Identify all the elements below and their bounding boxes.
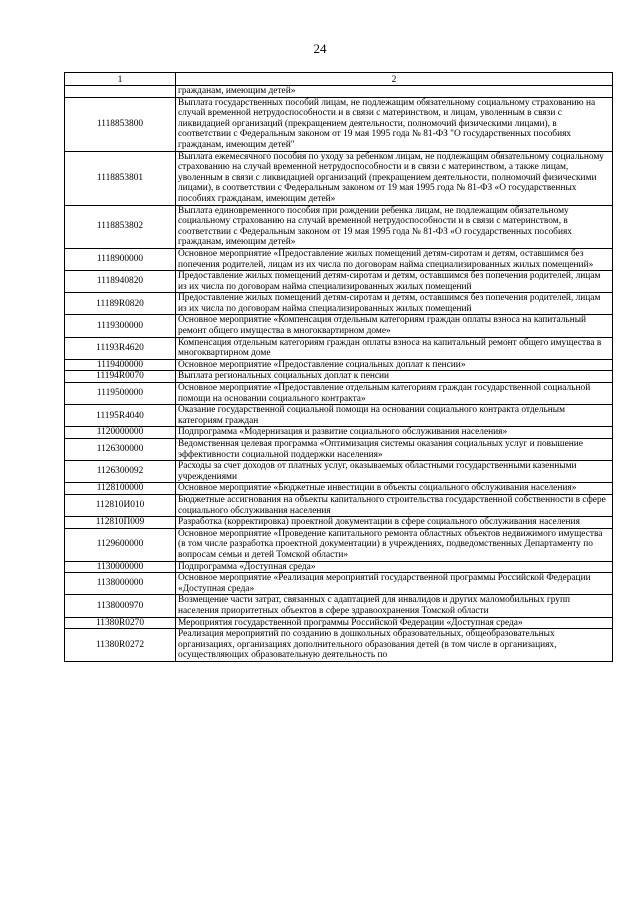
table-row [65,383,613,405]
row-code-cell: 1119400000 [65,359,176,371]
row-name-cell: Выплата единовременного пособия при рождении ребенка лицам, не подлежащим обязательному социальному страхованию на случай временной нетрудоспособности и в связи с материнством, в соответствии с Федеральным законом от 19 мая 1995 года № 81-ФЗ «О государственных пособиях гражданам, имеющим детей» [176,205,613,248]
row-name-cell: Основное мероприятие «Компенсация отдельным категориям граждан оплаты взноса на капитальный ремонт общего имущества в многоквартирном доме» [176,315,613,337]
row-name-cell: Выплата государственных пособий лицам, не подлежащим обязательному социальному страхованию на случай временной нетрудоспособности и в связи с материнством, и лицам, уволенным в связи с ликвидацией организаций (прекращением деятельности, полномочий физическими лицами), в соответствии с Федеральным законом от 19 мая 1995 года № 81-ФЗ "О государственных пособиях гражданам, имеющим детей" [176,97,613,151]
row-name-cell: Ведомственная целевая программа «Оптимизация системы оказания социальных услуг и повышение эффективности социальной поддержки населения» [176,439,613,461]
table-row [65,483,613,495]
row-name-cell: Оказание государственной социальной помощи на основании социального контракта отдельным категориям граждан [176,405,613,427]
row-name-cell: Компенсация отдельным категориям граждан оплаты взноса на капитальный ремонт общего имущества в многоквартирном доме [176,337,613,359]
row-code-cell: 11194R0070 [65,371,176,383]
table-header-row [65,73,613,86]
row-code-cell: 1128100000 [65,483,176,495]
table-row [65,271,613,293]
row-name-cell: Реализация мероприятий по созданию в дошкольных образовательных, общеобразовательных организациях, организациях дополнительного образования детей (в том числе в организациях, осуществляющих образовательную деятельность по [176,629,613,662]
row-name-cell: Предоставление жилых помещений детям-сиротам и детям, оставшимся без попечения родителей, лицам из их числа по договорам найма специализированных жилых помещений [176,293,613,315]
table-row [65,86,613,98]
row-code-cell: 1118940820 [65,271,176,293]
row-code-cell: 1130000000 [65,561,176,573]
row-name-cell: Выплата региональных социальных доплат к пенсии [176,371,613,383]
row-code-cell: 1119300000 [65,315,176,337]
row-name-cell: Основное мероприятие «Предоставление жилых помещений детям-сиротам и детям, оставшимся без попечения родителей, лицам из их числа по договорам найма специализированных жилых помещений» [176,248,613,270]
table-row [65,359,613,371]
row-name-cell: Возмещение части затрат, связанных с адаптацией для инвалидов и других маломобильных групп населения приоритетных объектов в сфере здравоохранения Томской области [176,595,613,617]
table-row [65,427,613,439]
table-row [65,573,613,595]
row-code-cell: 11193R4620 [65,337,176,359]
row-code-cell: 1129600000 [65,528,176,561]
row-code-cell: 1138000000 [65,573,176,595]
row-name-cell: Выплата ежемесячного пособия по уходу за ребенком лицам, не подлежащим обязательному социальному страхованию на случай временной нетрудоспособности и в связи с материнством, а также лицам, уволенным в связи с ликвидацией организаций (прекращением деятельности, полномочий физическими лицами), в соответствии с Федеральным законом от 19 мая 1995 года № 81-ФЗ «О государственных пособиях гражданам, имеющим детей» [176,151,613,205]
row-name-cell: Основное мероприятие «Предоставление социальных доплат к пенсии» [176,359,613,371]
table-row [65,205,613,248]
row-name-cell: Расходы за счет доходов от платных услуг, оказываемых областными государственными казенными учреждениями [176,461,613,483]
row-code-cell: 11189R0820 [65,293,176,315]
row-code-cell: 1118853800 [65,97,176,151]
table-row [65,337,613,359]
row-code-cell: 1126300092 [65,461,176,483]
table-row [65,405,613,427]
table-row [65,97,613,151]
row-name-cell: Подпрограмма «Доступная среда» [176,561,613,573]
row-name-cell: Предоставление жилых помещений детям-сиротам и детям, оставшимся без попечения родителей, лицам из их числа по договорам найма специализированных жилых помещений [176,271,613,293]
row-code-cell: 11195R4040 [65,405,176,427]
row-code-cell: 1119500000 [65,383,176,405]
row-code-cell: 1118853802 [65,205,176,248]
column-header-name: 2 [176,73,613,86]
row-name-cell: Основное мероприятие «Бюджетные инвестиции в объекты социального обслуживания населения» [176,483,613,495]
row-name-cell: Основное мероприятие «Реализация мероприятий государственной программы Российской Федерации «Доступная среда» [176,573,613,595]
row-code-cell: 1126300000 [65,439,176,461]
table-row [65,439,613,461]
table-row [65,293,613,315]
row-code-cell: 11380R0272 [65,629,176,662]
row-code-cell [65,86,176,98]
row-name-cell: Разработка (корректировка) проектной документации в сфере социального обслуживания населения [176,517,613,529]
row-code-cell: 112810П009 [65,517,176,529]
table-row [65,528,613,561]
row-code-cell: 112810И010 [65,494,176,516]
table-row [65,629,613,662]
row-name-cell: Мероприятия государственной программы Российской Федерации «Доступная среда» [176,617,613,629]
table-row [65,494,613,516]
table-row [65,617,613,629]
table-row [65,315,613,337]
table-row [65,561,613,573]
row-code-cell: 1118900000 [65,248,176,270]
row-code-cell: 1120000000 [65,427,176,439]
table-row [65,248,613,270]
budget-classification-table [64,72,613,662]
row-name-cell: Основное мероприятие «Предоставление отдельным категориям граждан государственной социальной помощи на основании социального контракта» [176,383,613,405]
row-name-cell: Бюджетные ассигнования на объекты капитального строительства государственной собственности в сфере социального обслуживания населения [176,494,613,516]
table-row [65,151,613,205]
table-row [65,371,613,383]
row-code-cell: 1118853801 [65,151,176,205]
table-row [65,461,613,483]
row-name-cell: Основное мероприятие «Проведение капитального ремонта областных объектов недвижимого имущества (в том числе разработка проектной документации) в учреждениях, подведомственных Департаменту по вопросам семьи и детей Томской области» [176,528,613,561]
page-number: 24 [313,41,327,56]
row-code-cell: 1138000970 [65,595,176,617]
row-name-cell: гражданам, имеющим детей» [176,86,613,98]
row-code-cell: 11380R0270 [65,617,176,629]
table-row [65,517,613,529]
column-header-code: 1 [65,73,176,86]
row-name-cell: Подпрограмма «Модернизация и развитие социального обслуживания населения» [176,427,613,439]
table-row [65,595,613,617]
